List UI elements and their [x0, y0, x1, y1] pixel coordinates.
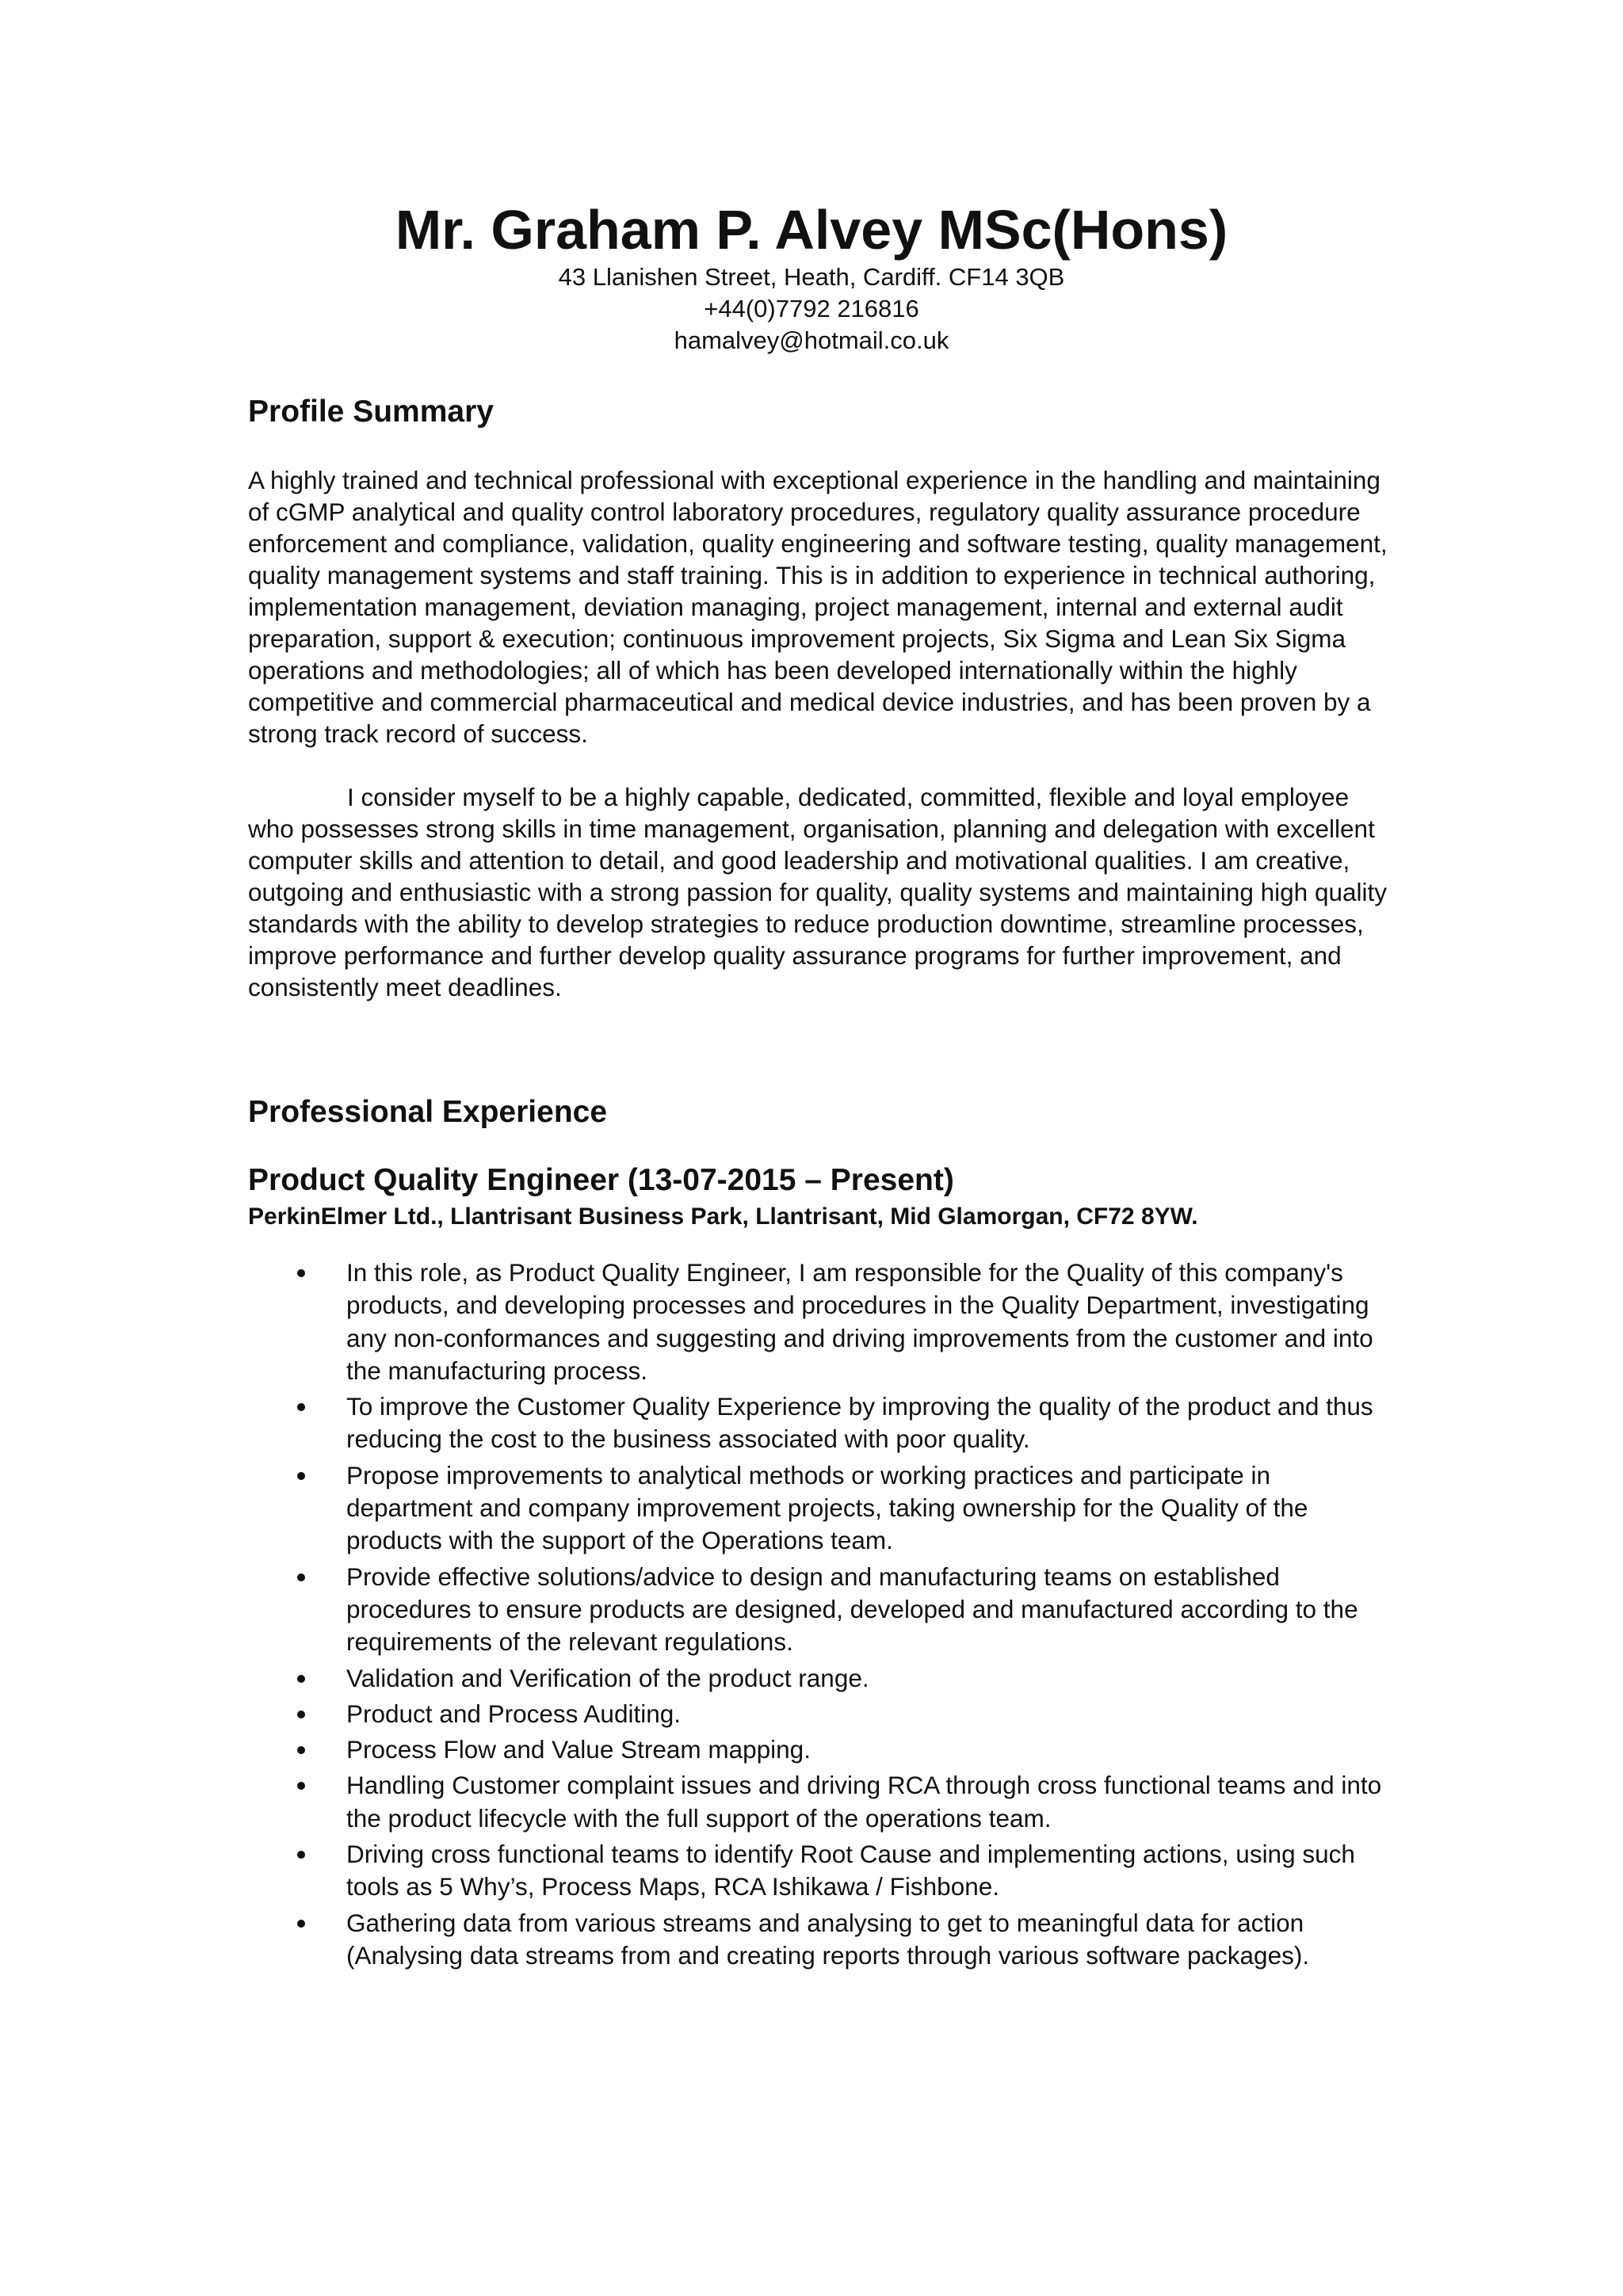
- list-item: Driving cross functional teams to identify Root Cause and implementing actions, using such tools as 5 Why’s, Process Maps, RCA Ishikawa / Fishbone.: [248, 1838, 1389, 1904]
- bullet-icon: [297, 1573, 305, 1581]
- bullet-icon: [297, 1472, 305, 1480]
- list-item: In this role, as Product Quality Engineer, I am responsible for the Quality of this company's products, and developing processes and procedures in the Quality Department, investigating any non-conformances and suggesting and driving improvements from the customer and into the manufacturing process.: [248, 1257, 1389, 1387]
- bullet-icon: [297, 1269, 305, 1277]
- list-item: Gathering data from various streams and analysing to get to meaningful data for action (Analysing data streams from and creating reports through various software packages).: [248, 1907, 1389, 1973]
- list-item: Provide effective solutions/advice to design and manufacturing teams on established procedures to ensure products are designed, developed and manufactured according to the requirements of the relevant regulations.: [248, 1561, 1389, 1659]
- contact-address: 43 Llanishen Street, Heath, Cardiff. CF14 3QB: [558, 263, 1065, 291]
- professional-experience-heading: Professional Experience: [248, 1095, 608, 1129]
- job-company: PerkinElmer Ltd., Llantrisant Business Park, Llantrisant, Mid Glamorgan, CF72 8YW.: [248, 1203, 1198, 1230]
- list-item: Product and Process Auditing.: [248, 1698, 1389, 1730]
- bullet-icon: [297, 1851, 305, 1859]
- job-responsibilities-list: [248, 1257, 1389, 1975]
- bullet-icon: [297, 1746, 305, 1754]
- list-item: Validation and Verification of the product range.: [248, 1662, 1389, 1695]
- profile-summary-heading: Profile Summary: [248, 395, 494, 429]
- bullet-icon: [297, 1675, 305, 1683]
- candidate-name: Mr. Graham P. Alvey MSc(Hons): [395, 199, 1228, 261]
- list-item: Handling Customer complaint issues and driving RCA through cross functional teams and into the product lifecycle with the full support of the operations team.: [248, 1769, 1389, 1835]
- bullet-icon: [297, 1920, 305, 1928]
- job-title: Product Quality Engineer (13-07-2015 – Present): [248, 1163, 954, 1197]
- bullet-icon: [297, 1782, 305, 1790]
- profile-paragraph-1: A highly trained and technical professional with exceptional experience in the handling and maintaining of cGMP analytical and quality control laboratory procedures, regulatory quality assurance procedure enforcement and compliance, validation, quality engineering and software testing, quality management, quality management systems and staff training. This is in addition to experience in technical authoring, implementation management, deviation managing, project management, internal and external audit preparation, support & execution; continuous improvement projects, Six Sigma and Lean Six Sigma operations and methodologies; all of which has been developed internationally within the highly competitive and commercial pharmaceutical and medical device industries, and has been proven by a strong track record of success.: [248, 466, 1388, 748]
- list-item: Process Flow and Value Stream mapping.: [248, 1733, 1389, 1766]
- list-item: Propose improvements to analytical methods or working practices and participate in department and company improvement projects, taking ownership for the Quality of the products with the support of the Operations team.: [248, 1459, 1389, 1558]
- profile-paragraph-2: I consider myself to be a highly capable, dedicated, committed, flexible and loyal employee who possesses strong skills in time management, organisation, planning and delegation with excellent computer skills and attention to detail, and good leadership and motivational qualities. I am creative, outgoing and enthusiastic with a strong passion for quality, quality systems and maintaining high quality standards with the ability to develop strategies to reduce production downtime, streamline processes, improve performance and further develop quality assurance programs for further improvement, and consistently meet deadlines.: [248, 783, 1388, 1001]
- list-item: To improve the Customer Quality Experience by improving the quality of the product and thus reducing the cost to the business associated with poor quality.: [248, 1390, 1389, 1456]
- bullet-icon: [297, 1403, 305, 1411]
- contact-email: hamalvey@hotmail.co.uk: [674, 326, 949, 354]
- bullet-icon: [297, 1711, 305, 1718]
- contact-phone: +44(0)7792 216816: [704, 295, 919, 322]
